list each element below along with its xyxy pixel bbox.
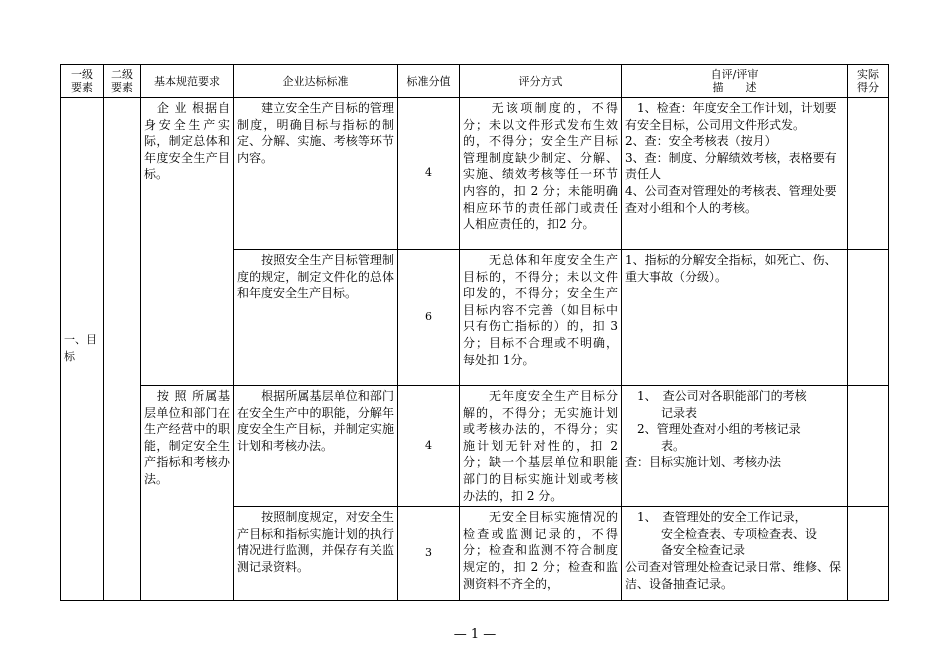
standard-cell: 按照安全生产目标管理制度的规定，制定文件化的总体和年度安全生产目标。 <box>234 250 398 386</box>
self-eval-cell: 1、指标的分解安全指标，如死亡、伤、重大事故（分级）。 <box>622 250 848 386</box>
actual-score-cell <box>848 507 889 601</box>
standard-cell: 按照制度规定，对安全生产目标和指标实施计划的执行情况进行监测，并保存有关监测记录资料。 <box>234 507 398 601</box>
page-number: — 1 — <box>453 627 497 642</box>
actual-score-cell <box>848 250 889 386</box>
standard-cell: 建立安全生产目标的管理制度，明确目标与指标的制定、分解、实施、考核等环节内容。 <box>234 98 398 250</box>
method-cell: 无年度安全生产目标分解的，不得分；无实施计划或考核办法的，不得分；实施计划无针对性的，扣 2 分；缺一个基层单位和职能部门的目标实施计划或考核办法的，扣 2 分。 <box>460 386 622 507</box>
self-eval-cell: 1、 查公司对各职能部门的考核 记录表 2、管理处查对小组的考核记录 表。 查：目标实施计划、考核办法 <box>622 386 848 507</box>
header-actual: 实际 得分 <box>848 65 889 98</box>
header-row <box>61 65 889 98</box>
basic-requirement: 企 业 根据自身安全生产实际，制定总体和年度安全生产目标。 <box>141 98 234 386</box>
header-score: 标准分值 <box>398 65 460 98</box>
score-cell: 6 <box>398 250 460 386</box>
score-cell: 4 <box>398 386 460 507</box>
basic-requirement: 按 照 所属基层单位和部门在生产经营中的职能，制定安全生产指标和考核办法。 <box>141 386 234 601</box>
table-row <box>61 98 889 250</box>
header-basic-req: 基本规范要求 <box>141 65 234 98</box>
header-level2: 二级 要素 <box>104 65 141 98</box>
table-row <box>61 386 889 507</box>
header-level1: 一级 要素 <box>61 65 104 98</box>
header-standard: 企业达标标准 <box>234 65 398 98</box>
score-cell: 3 <box>398 507 460 601</box>
evaluation-table <box>60 64 889 601</box>
actual-score-cell <box>848 386 889 507</box>
level1-element: 一、目标 <box>61 98 104 601</box>
method-cell: 无总体和年度安全生产目标的，不得分；未以文件印发的，不得分；安全生产目标内容不完善（如目标中只有伤亡指标的）的，扣 3 分；目标不合理或不明确，每处扣 1分。 <box>460 250 622 386</box>
level2-element <box>104 98 141 601</box>
standard-cell: 根据所属基层单位和部门在安全生产中的职能，分解年度安全生产目标，并制定实施计划和考核办法。 <box>234 386 398 507</box>
method-cell: 无安全目标实施情况的检查或监测记录的，不得分；检查和监测不符合制度规定的，扣 2 分；检查和监测资料不齐全的， <box>460 507 622 601</box>
self-eval-cell: 1、 查管理处的安全工作记录， 安全检查表、专项检查表、设 备安全检查记录 公司查对管理处检查记录日常、维修、保洁、设备抽查记录。 <box>622 507 848 601</box>
score-cell: 4 <box>398 98 460 250</box>
header-method: 评分方式 <box>460 65 622 98</box>
self-eval-cell: 1、检查：年度安全工作计划，计划要有安全目标，公司用文件形式发。 2、查：安全考核表（按月） 3、查：制度、分解绩效考核，表格要有责任人 4、公司查对管理处的考核表、管理处要查对小组和个人的考核。 <box>622 98 848 250</box>
method-cell: 无该项制度的，不得分；未以文件形式发布生效的，不得分；安全生产目标管理制度缺少制定、分解、实施、绩效考核等任一环节内容的，扣 2 分；未能明确相应环节的责任部门或责任人相应责任的，扣2 分。 <box>460 98 622 250</box>
header-self-eval: 自评/评审 描 述 <box>622 65 848 98</box>
actual-score-cell <box>848 98 889 250</box>
